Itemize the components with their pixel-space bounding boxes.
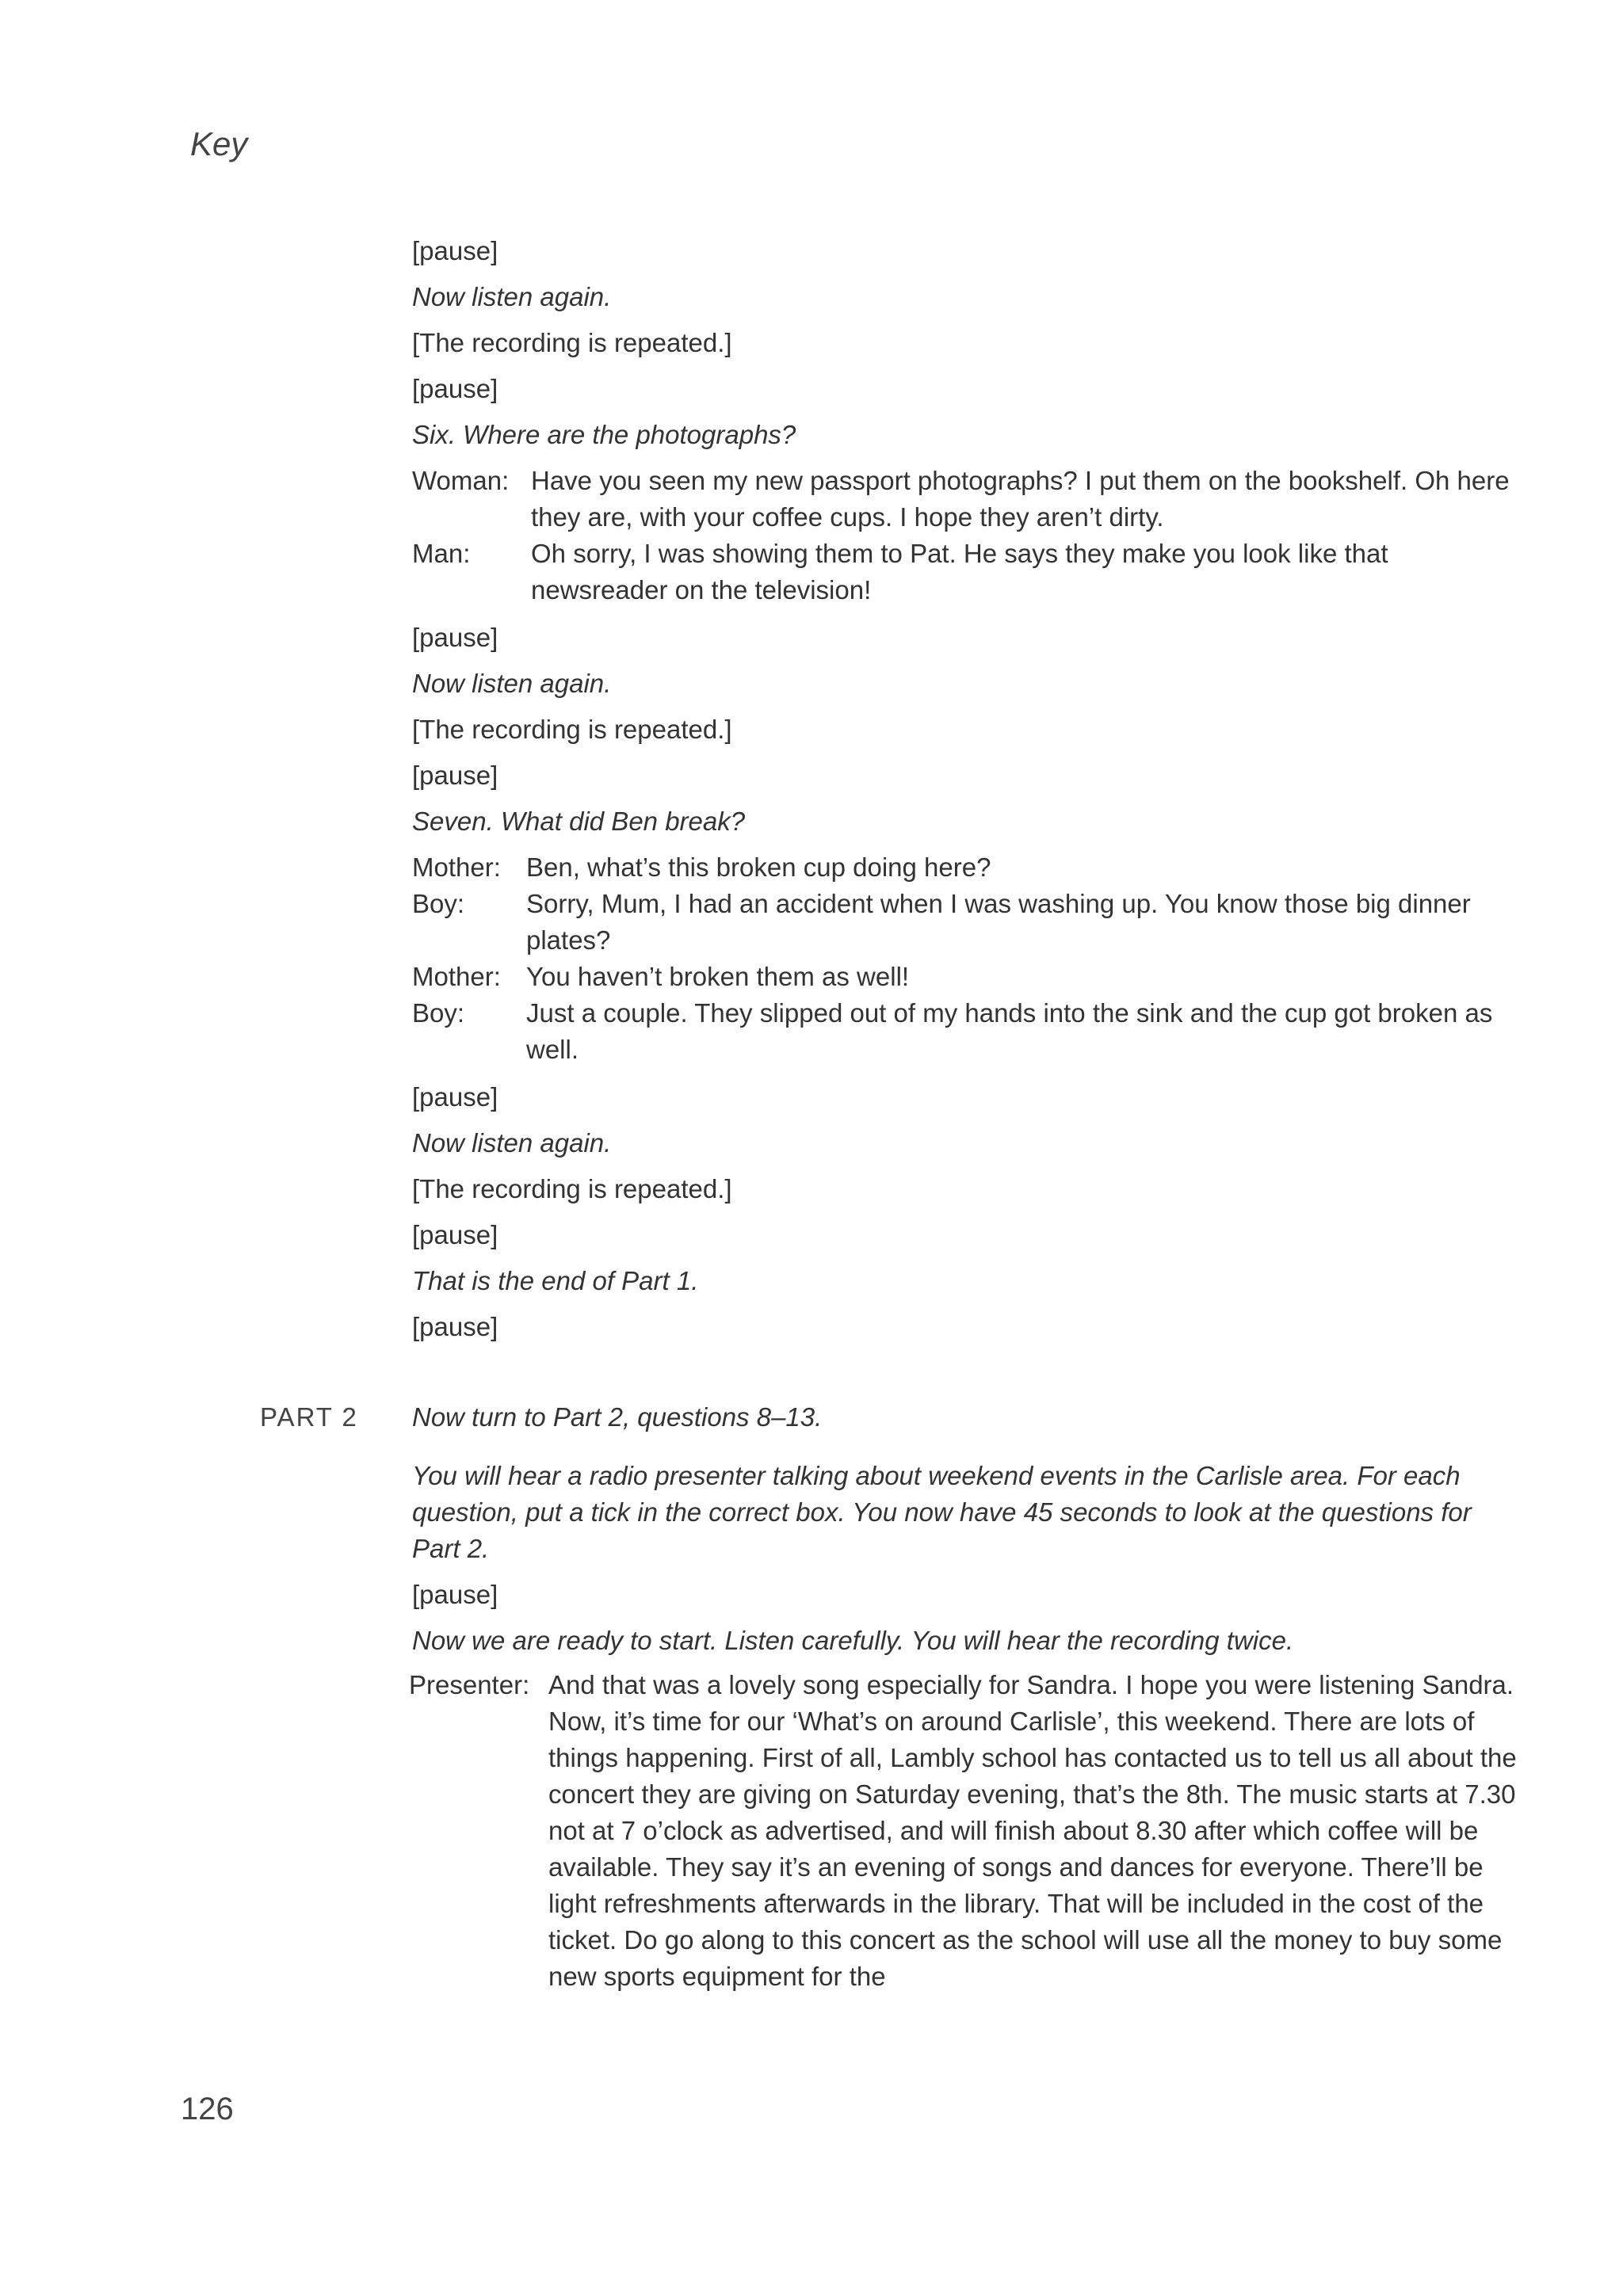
speaker-label: Man: (412, 539, 471, 568)
dialogue-line (412, 536, 1522, 608)
ready-to-start-cue: Now we are ready to start. Listen carefully. You will hear the recording twice. (412, 1626, 1294, 1655)
speech-text: And that was a lovely song especially for Sandra. I hope you were listening Sandra. Now, it’s time for our ‘What’s on around Carlisle’, this weekend. There are lots of things happening. First of all, Lambly school has contacted us to tell us all about the concert they are giving on Saturday evening, that’s the 8th. The music starts at 7.30 not at 7 o’clock as advertised, and will finish about 8.30 after which coffee will be available. They say it’s an evening of songs and dances for everyone. There’ll be light refreshments afterwards in the library. That will be included in the cost of the ticket. Do go along to this concert as the school will use all the money to buy some new sports equipment for the (548, 1670, 1517, 1991)
speech-text: Just a couple. They slipped out of my hands into the sink and the cup got broken as well. (526, 998, 1493, 1064)
part1-column (412, 233, 1522, 1345)
pause-marker: [pause] (412, 1220, 498, 1249)
part2-label: PART 2 (260, 1402, 358, 1432)
pause-marker: [pause] (412, 623, 498, 652)
question-six: Six. Where are the photographs? (412, 420, 796, 449)
pause-marker: [pause] (412, 374, 498, 403)
end-of-part1: That is the end of Part 1. (412, 1266, 699, 1295)
page-number: 126 (181, 2092, 234, 2126)
speaker-label: Woman: (412, 466, 510, 495)
part2-column (409, 1399, 1522, 1995)
dialogue-line (412, 995, 1522, 1068)
speaker-label: Presenter: (409, 1670, 530, 1699)
recording-repeated-note: [The recording is repeated.] (412, 715, 732, 744)
speech-text: Sorry, Mum, I had an accident when I was washing up. You know those big dinner plates? (526, 889, 1471, 955)
pause-marker: [pause] (412, 1082, 498, 1112)
speech-text: Oh sorry, I was showing them to Pat. He says they make you look like that newsreader on the television! (531, 539, 1388, 605)
speech-text: Ben, what’s this broken cup doing here? (526, 852, 991, 882)
recording-repeated-note: [The recording is repeated.] (412, 328, 732, 357)
recording-repeated-note: [The recording is repeated.] (412, 1174, 732, 1203)
pause-marker: [pause] (412, 1580, 498, 1609)
dialogue-line (412, 849, 1522, 886)
speaker-label: Mother: (412, 962, 501, 991)
listen-again-cue: Now listen again. (412, 1128, 612, 1158)
speech-text: Have you seen my new passport photographs? I put them on the bookshelf. Oh here they are, with your coffee cups. I hope they aren’t dirty. (531, 466, 1510, 532)
pause-marker: [pause] (412, 1312, 498, 1341)
part2-intro: Now turn to Part 2, questions 8–13. (412, 1402, 823, 1432)
speaker-label: Mother: (412, 852, 501, 882)
part2-instructions: You will hear a radio presenter talking about weekend events in the Carlisle area. For each question, put a tick in the correct box. You now have 45 seconds to look at the questions for Part 2. (412, 1461, 1472, 1563)
dialogue-line (412, 463, 1522, 536)
listen-again-cue: Now listen again. (412, 282, 612, 311)
speech-text: You haven’t broken them as well! (526, 962, 910, 991)
speaker-label: Boy: (412, 889, 465, 918)
pause-marker: [pause] (412, 761, 498, 790)
dialogue-line (412, 959, 1522, 995)
pause-marker: [pause] (412, 236, 498, 265)
running-head: Key (190, 125, 248, 162)
question-seven: Seven. What did Ben break? (412, 807, 746, 836)
dialogue-line (409, 1667, 1522, 1995)
listen-again-cue: Now listen again. (412, 669, 612, 698)
dialogue-line (412, 886, 1522, 959)
speaker-label: Boy: (412, 998, 465, 1028)
